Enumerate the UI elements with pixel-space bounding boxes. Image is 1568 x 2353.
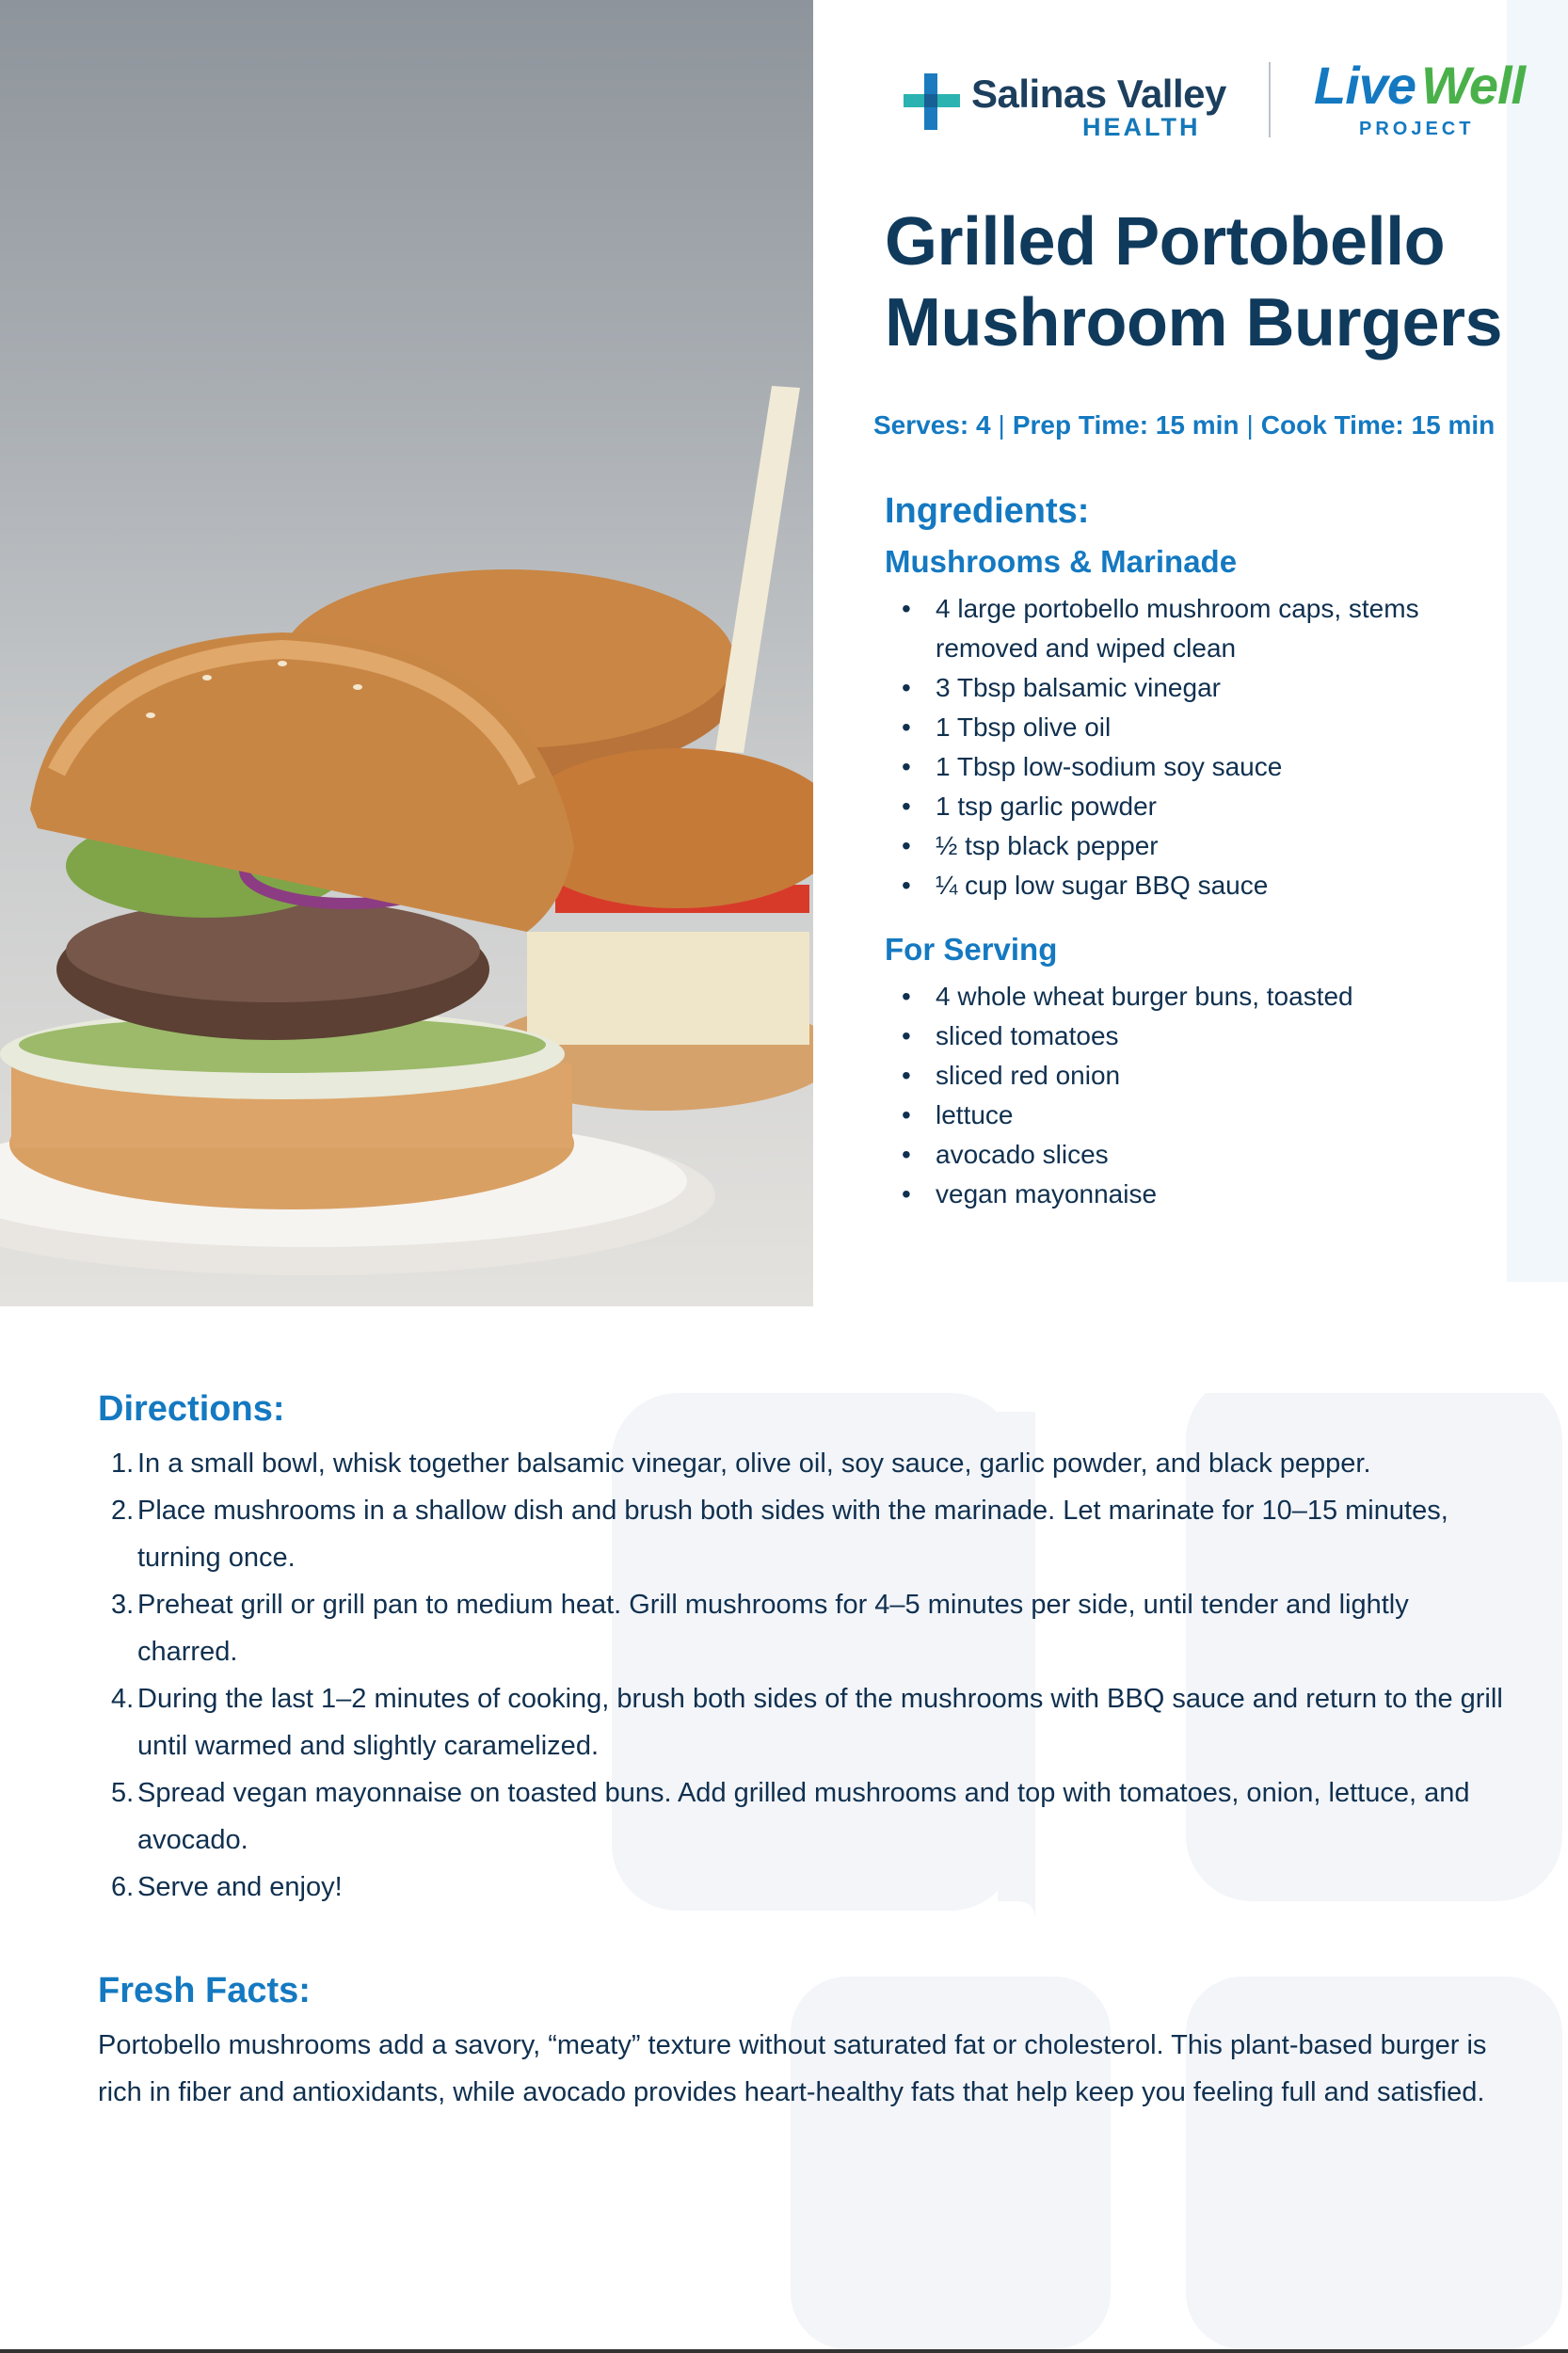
step-number: 3. (111, 1590, 135, 1620)
medical-cross-icon (904, 73, 960, 130)
direction-step (98, 1769, 1510, 1864)
ingredient-item: • 4 whole wheat burger buns, toasted (885, 977, 1487, 1016)
ingredient-list-serving (885, 977, 1487, 1214)
live-well-project-logo (1314, 55, 1530, 145)
step-text: Spread vegan mayonnaise on toasted buns. Add grilled mushrooms and top with tomatoes, onion, lettuce, and avocado. (137, 1778, 1470, 1855)
recipe-meta (873, 410, 1495, 440)
directions-heading: Directions: (98, 1389, 285, 1429)
ingredient-item: • sliced tomatoes (885, 1016, 1487, 1056)
side-accent-strip (1507, 0, 1568, 1282)
ingredient-group-title: For Serving (885, 932, 1058, 967)
prep-time-info: Prep Time: 15 min (1012, 410, 1240, 440)
ingredient-item: • 1 tsp garlic powder (885, 787, 1487, 826)
direction-step (98, 1440, 1510, 1487)
step-text: Serve and enjoy! (137, 1872, 343, 1902)
direction-step (98, 1487, 1510, 1581)
ingredient-item: • ½ tsp black pepper (885, 826, 1487, 866)
ingredient-list-marinade (885, 589, 1487, 905)
step-number: 5. (111, 1778, 135, 1808)
step-number: 4. (111, 1684, 135, 1714)
page-bottom-border (0, 2349, 1568, 2353)
livewell-well-text: Well (1421, 56, 1526, 115)
direction-step (98, 1864, 1510, 1911)
step-text: In a small bowl, whisk together balsamic vinegar, olive oil, soy sauce, garlic powder, and black pepper. (137, 1449, 1371, 1479)
ingredient-item: • 1 Tbsp low-sodium soy sauce (885, 747, 1487, 787)
health-brand-sub: HEALTH (1082, 113, 1201, 141)
step-number: 2. (111, 1496, 135, 1526)
ingredient-item: • lettuce (885, 1096, 1487, 1135)
direction-step (98, 1675, 1510, 1769)
serves-info: Serves: 4 (873, 410, 991, 440)
recipe-title: Grilled Portobello Mushroom Burgers (885, 204, 1503, 360)
step-text: During the last 1–2 minutes of cooking, brush both sides of the mushrooms with BBQ sauce and return to the grill until warmed and slightly caramelized. (137, 1684, 1503, 1761)
livewell-project-text: PROJECT (1359, 119, 1475, 139)
ingredient-item: • avocado slices (885, 1135, 1487, 1175)
step-text: Place mushrooms in a shallow dish and brush both sides with the marinade. Let marinate for 10–15 minutes, turning once. (137, 1496, 1448, 1573)
ingredient-item: • ¼ cup low sugar BBQ sauce (885, 866, 1487, 905)
logo-divider (1269, 62, 1271, 137)
direction-step (98, 1581, 1510, 1675)
step-number: 6. (111, 1872, 135, 1902)
ingredient-item: • vegan mayonnaise (885, 1175, 1487, 1214)
ingredients-heading: Ingredients: (885, 491, 1090, 531)
salinas-valley-health-logo (904, 68, 1228, 143)
fresh-facts-heading: Fresh Facts: (98, 1971, 311, 2010)
ingredient-item: • sliced red onion (885, 1056, 1487, 1096)
meta-separator: | (1246, 410, 1254, 440)
livewell-live-text: Live (1314, 56, 1416, 115)
cook-time-info: Cook Time: 15 min (1260, 410, 1496, 440)
fresh-facts-text: Portobello mushrooms add a savory, “meaty” texture without saturated fat or cholesterol. This plant-based burger is rich in fiber and antioxidants, while avocado provides heart-healthy fats that help keep you feeling full and satisfied. (98, 2030, 1487, 2107)
directions-list (98, 1440, 1510, 1911)
burger-photo (0, 0, 813, 1306)
health-brand-name: Salinas Valley (971, 72, 1226, 116)
step-number: 1. (111, 1449, 135, 1479)
ingredient-item: • 1 Tbsp olive oil (885, 708, 1487, 747)
ingredient-item: • 3 Tbsp balsamic vinegar (885, 668, 1487, 708)
ingredient-item: • 4 large portobello mushroom caps, stems removed and wiped clean (885, 589, 1487, 668)
step-text: Preheat grill or grill pan to medium heat. Grill mushrooms for 4–5 minutes per side, until tender and lightly charred. (137, 1590, 1409, 1667)
meta-separator: | (998, 410, 1005, 440)
ingredient-group-title: Mushrooms & Marinade (885, 544, 1238, 579)
